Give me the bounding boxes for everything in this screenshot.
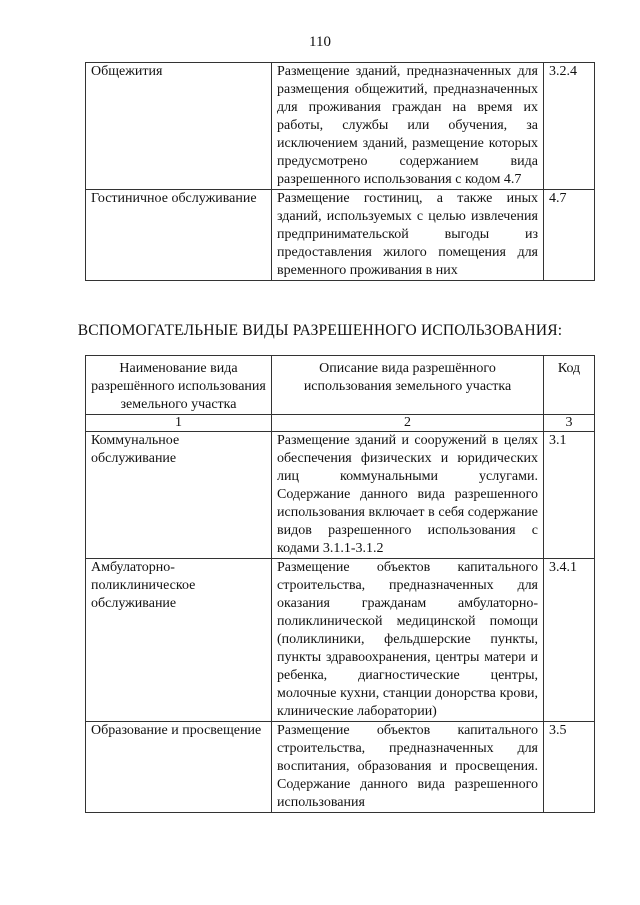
use-name-cell: Коммунальное обслуживание	[86, 432, 272, 559]
use-description-cell: Размещение зданий и сооружений в целях обеспечения физических и юридических лиц коммунальными услугами. Содержание данного вида разрешенного использования включает в себя содержание видов разрешенного использования с кодами 3.1.1-3.1.2	[272, 432, 544, 559]
table-row	[86, 559, 595, 722]
table-row	[86, 432, 595, 559]
use-description-cell: Размещение гостиниц, а также иных зданий, используемых с целью извлечения предпринимательской выгоды из предоставления жилого помещения для временного проживания в них	[272, 190, 544, 281]
table-row	[86, 722, 595, 813]
header-name-cell: Наименование вида разрешённого использования земельного участка	[86, 356, 272, 415]
use-description-cell: Размещение объектов капитального строительства, предназначенных для воспитания, образования и просвещения. Содержание данного вида разрешенного использования	[272, 722, 544, 813]
use-description-cell: Размещение объектов капитального строительства, предназначенных для оказания гражданам амбулаторно-поликлинической медицинской помощи (поликлиники, фельдшерские пункты, пункты здравоохранения, центры матери и ребенка, диагностические центры, молочные кухни, станции донорства крови, клинические лаборатории)	[272, 559, 544, 722]
header-description-cell: Описание вида разрешённого использования земельного участка	[272, 356, 544, 415]
use-name-cell: Гостиничное обслуживание	[86, 190, 272, 281]
use-name-cell: Общежития	[86, 63, 272, 190]
land-use-table-top	[85, 62, 595, 281]
column-number-cell: 1	[86, 415, 272, 432]
table-row	[86, 190, 595, 281]
use-name-cell: Образование и просвещение	[86, 722, 272, 813]
section-heading: ВСПОМОГАТЕЛЬНЫЕ ВИДЫ РАЗРЕШЕННОГО ИСПОЛЬЗОВАНИЯ:	[77, 322, 563, 339]
use-code-cell: 3.1	[544, 432, 595, 559]
use-code-cell: 4.7	[544, 190, 595, 281]
use-code-cell: 3.5	[544, 722, 595, 813]
use-name-cell: Амбулаторно-поликлиническое обслуживание	[86, 559, 272, 722]
column-number-row	[86, 415, 595, 432]
column-number-cell: 3	[544, 415, 595, 432]
column-number-cell: 2	[272, 415, 544, 432]
use-code-cell: 3.2.4	[544, 63, 595, 190]
table-row	[86, 63, 595, 190]
page-number: 110	[309, 34, 331, 50]
header-code-cell: Код	[544, 356, 595, 415]
table-header-row	[86, 356, 595, 415]
use-description-cell: Размещение зданий, предназначенных для размещения общежитий, предназначенных для проживания граждан на время их работы, службы или обучения, за исключением зданий, размещение которых предусмотрено содержанием вида разрешенного использования с кодом 4.7	[272, 63, 544, 190]
land-use-table-auxiliary	[85, 355, 595, 813]
use-code-cell: 3.4.1	[544, 559, 595, 722]
